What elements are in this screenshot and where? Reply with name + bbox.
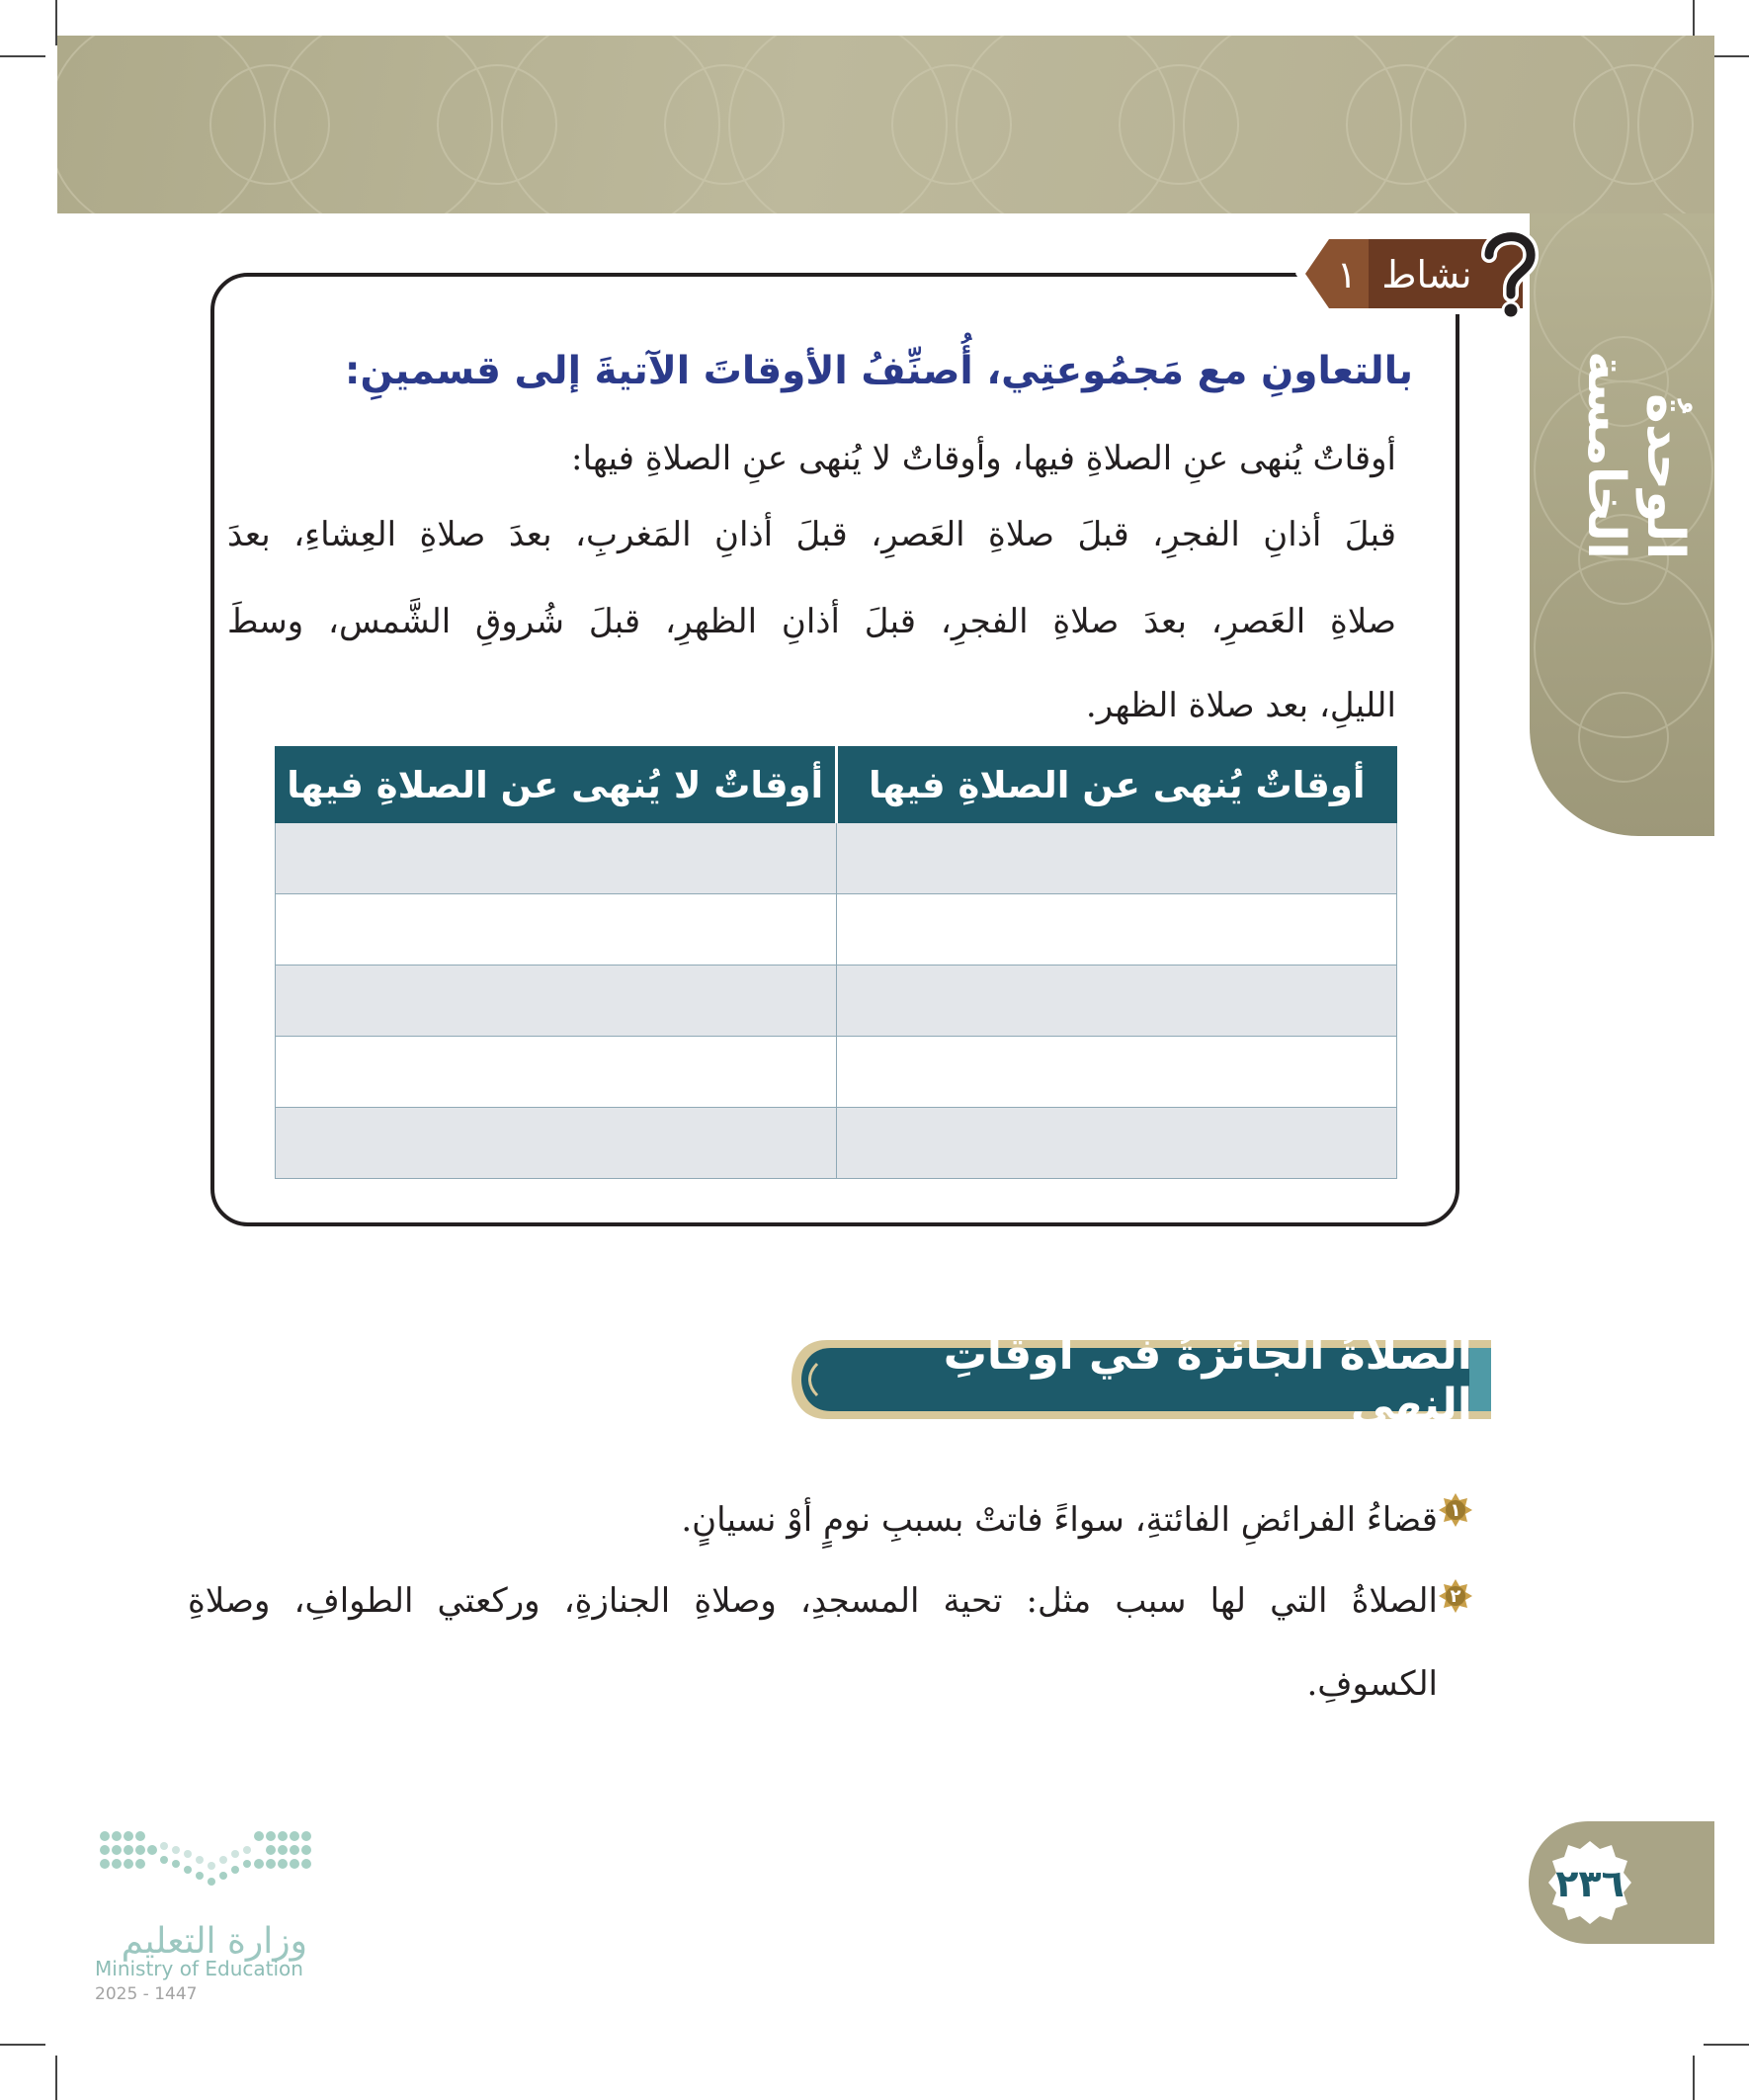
header-pattern-band (57, 36, 1714, 213)
table-cell[interactable] (836, 966, 1397, 1037)
page-number: ٢٣٦ (1555, 1862, 1624, 1905)
table-row (276, 966, 1397, 1037)
table-cell[interactable] (276, 1108, 837, 1179)
question-mark-icon (1479, 225, 1539, 320)
table-cell[interactable] (276, 894, 837, 966)
table-row (276, 823, 1397, 894)
crop-mark (0, 55, 45, 57)
ministry-logo-icon (95, 1824, 322, 1895)
table-cell[interactable] (276, 823, 837, 894)
crop-mark (0, 2044, 45, 2046)
ministry-name-arabic: وزارة التعليم (121, 1920, 307, 1962)
table-header: أوقاتٌ يُنهى عن الصلاةِ فيها (836, 747, 1397, 823)
table-cell[interactable] (836, 894, 1397, 966)
ministry-name-english: Ministry of Education (95, 1957, 303, 1980)
allowed-prayer-item: الصلاةُ التي لها سبب مثل: تحية المسجدِ، وصلاةِ الجنازةِ، وركعتي الطوافِ، وصلاةِ (188, 1581, 1438, 1621)
table-header-row (276, 747, 1397, 823)
crop-mark (1704, 2044, 1749, 2046)
activity-label: نشاط (1381, 253, 1472, 296)
table-header: أوقاتٌ لا يُنهى عن الصلاةِ فيها (276, 747, 837, 823)
table-cell[interactable] (836, 823, 1397, 894)
table-row (276, 1037, 1397, 1108)
ministry-year: 2025 - 1447 (95, 1984, 198, 2004)
list-intro: أوقاتٌ يُنهى عنِ الصلاةِ فيها، وأوقاتٌ لا يُنهى عنِ الصلاةِ فيها: (571, 439, 1396, 478)
allowed-prayer-item: قضاءُ الفرائضِ الفائتةِ، سواءً فاتتْ بسببِ نومٍ أوْ نسيانٍ. (681, 1500, 1438, 1540)
activity-instruction: بالتعاونِ مع مَجمُوعتِي، أُصنِّفُ الأوقاتَ الآتيةَ إلى قسمينِ: (344, 349, 1413, 393)
times-list-line: صلاةِ العَصرِ، بعدَ صلاةِ الفجرِ، قبلَ أذانِ الظهرِ، قبلَ شُروقِ الشَّمس، وسطَ (227, 602, 1396, 641)
crop-mark (55, 2056, 57, 2100)
times-list-line: قبلَ أذانِ الفجرِ، قبلَ صلاةِ العَصرِ، قبلَ أذانِ المَغربِ، بعدَ صلاةِ العِشاءِ، بعدَ (227, 515, 1396, 554)
classification-table (275, 746, 1397, 1179)
section-title: الصلاةُ الجائزةُ في أوقاتِ النهي (943, 1329, 1472, 1430)
crop-mark (1693, 2056, 1695, 2100)
allowed-prayer-item-continued: الكسوفِ. (1306, 1664, 1438, 1704)
table-cell[interactable] (836, 1037, 1397, 1108)
table-row (276, 1108, 1397, 1179)
activity-number: ١ (1336, 253, 1358, 296)
unit-title: الوحدةُ الخامسة (1576, 351, 1695, 559)
times-list-line: الليلِ، بعد صلاة الظهر. (1085, 686, 1396, 725)
item-number: ٢ (1450, 1585, 1461, 1607)
table-row (276, 894, 1397, 966)
item-number: ١ (1450, 1499, 1461, 1521)
table-cell[interactable] (836, 1108, 1397, 1179)
table-cell[interactable] (276, 1037, 837, 1108)
table-cell[interactable] (276, 966, 837, 1037)
